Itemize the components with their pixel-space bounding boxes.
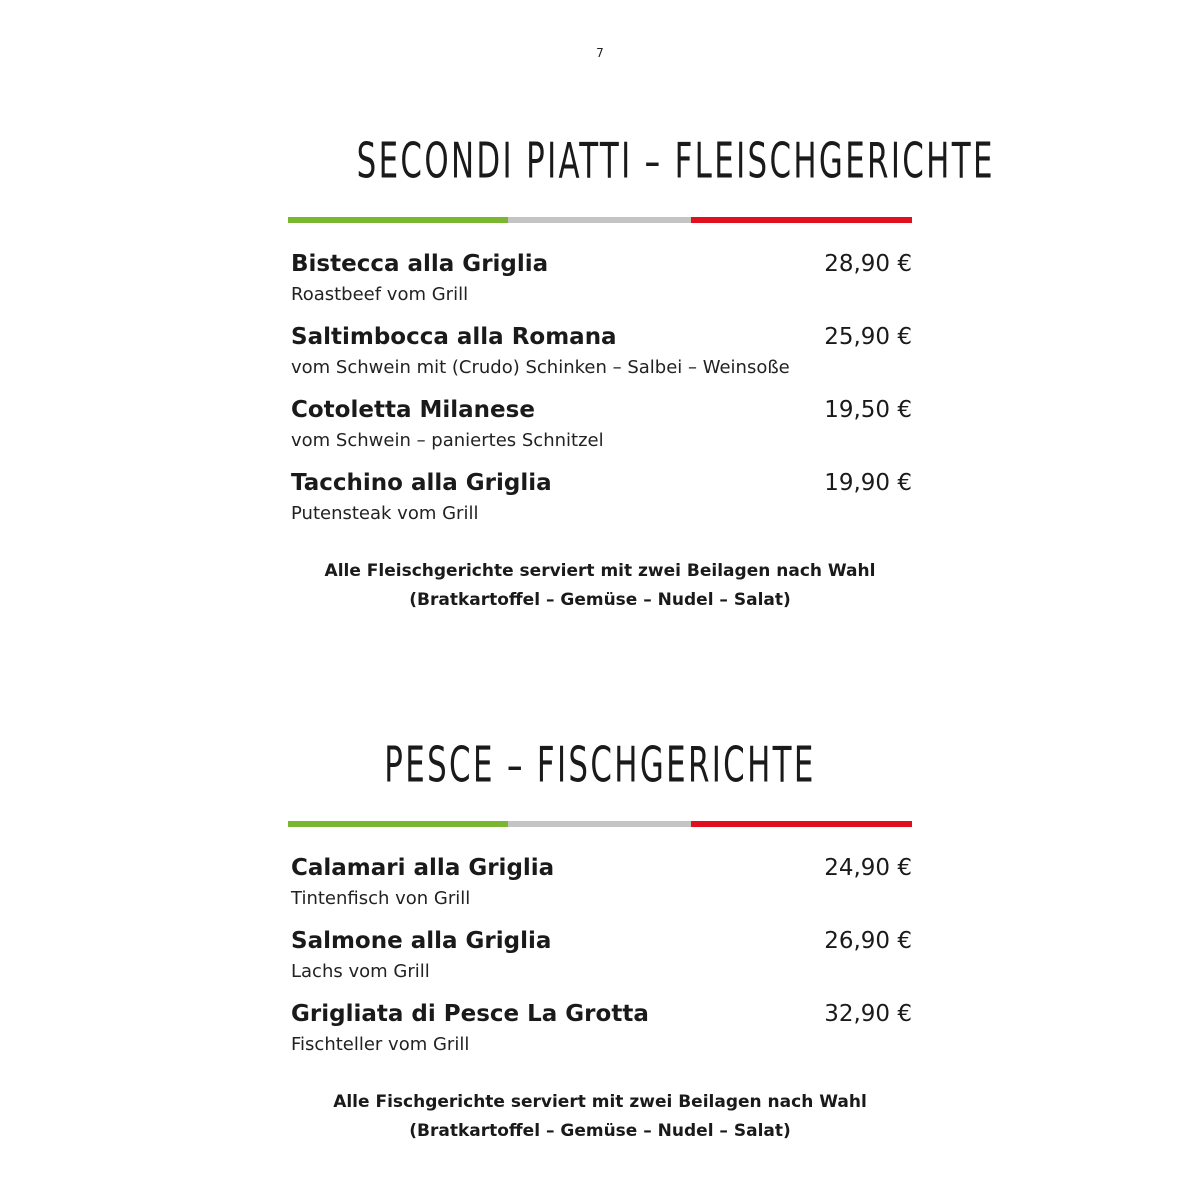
menu-item xyxy=(288,397,912,470)
menu-item xyxy=(288,928,912,1001)
menu-item xyxy=(288,251,912,324)
note-line-1: Alle Fleischgerichte serviert mit zwei Beilagen nach Wahl xyxy=(324,561,876,581)
menu-item xyxy=(288,1001,912,1074)
item-price: 25,90 € xyxy=(824,324,912,350)
item-description: vom Schwein mit (Crudo) Schinken – Salbei – Weinsoße xyxy=(291,357,790,378)
side-dish-note xyxy=(288,557,912,615)
item-description: Fischteller vom Grill xyxy=(291,1034,470,1055)
item-name: Salmone alla Griglia xyxy=(291,928,552,954)
item-description: Tintenfisch von Grill xyxy=(291,888,471,909)
item-name: Cotoletta Milanese xyxy=(291,397,535,423)
flag-divider xyxy=(288,821,912,827)
item-name: Calamari alla Griglia xyxy=(291,855,555,881)
flag-red xyxy=(691,217,912,223)
flag-grey xyxy=(508,821,691,827)
section-title: SECONDI PIATTI – FLEISCHGERICHTE xyxy=(356,132,995,190)
flag-grey xyxy=(508,217,691,223)
item-price: 28,90 € xyxy=(824,251,912,277)
item-description: Lachs vom Grill xyxy=(291,961,430,982)
item-description: Roastbeef vom Grill xyxy=(291,284,469,305)
note-line-2: (Bratkartoffel – Gemüse – Nudel – Salat) xyxy=(409,1121,791,1141)
section-fish xyxy=(288,736,912,1146)
flag-green xyxy=(288,821,508,827)
item-name: Grigliata di Pesce La Grotta xyxy=(291,1001,649,1027)
menu-list xyxy=(288,251,912,543)
item-price: 19,50 € xyxy=(824,397,912,423)
menu-item xyxy=(288,470,912,543)
item-name: Tacchino alla Griglia xyxy=(291,470,552,496)
item-price: 24,90 € xyxy=(824,855,912,881)
section-title: PESCE – FISCHGERICHTE xyxy=(384,736,816,794)
menu-item xyxy=(288,324,912,397)
side-dish-note xyxy=(288,1088,912,1146)
note-line-1: Alle Fischgerichte serviert mit zwei Beilagen nach Wahl xyxy=(333,1092,867,1112)
item-name: Bistecca alla Griglia xyxy=(291,251,549,277)
menu-list xyxy=(288,855,912,1074)
flag-green xyxy=(288,217,508,223)
item-description: vom Schwein – paniertes Schnitzel xyxy=(291,430,604,451)
page-number: 7 xyxy=(596,46,604,60)
flag-divider xyxy=(288,217,912,223)
item-description: Putensteak vom Grill xyxy=(291,503,479,524)
note-line-2: (Bratkartoffel – Gemüse – Nudel – Salat) xyxy=(409,590,791,610)
item-price: 26,90 € xyxy=(824,928,912,954)
section-meat xyxy=(288,132,995,615)
item-price: 19,90 € xyxy=(824,470,912,496)
menu-item xyxy=(288,855,912,928)
item-name: Saltimbocca alla Romana xyxy=(291,324,617,350)
flag-red xyxy=(691,821,912,827)
item-price: 32,90 € xyxy=(824,1001,912,1027)
